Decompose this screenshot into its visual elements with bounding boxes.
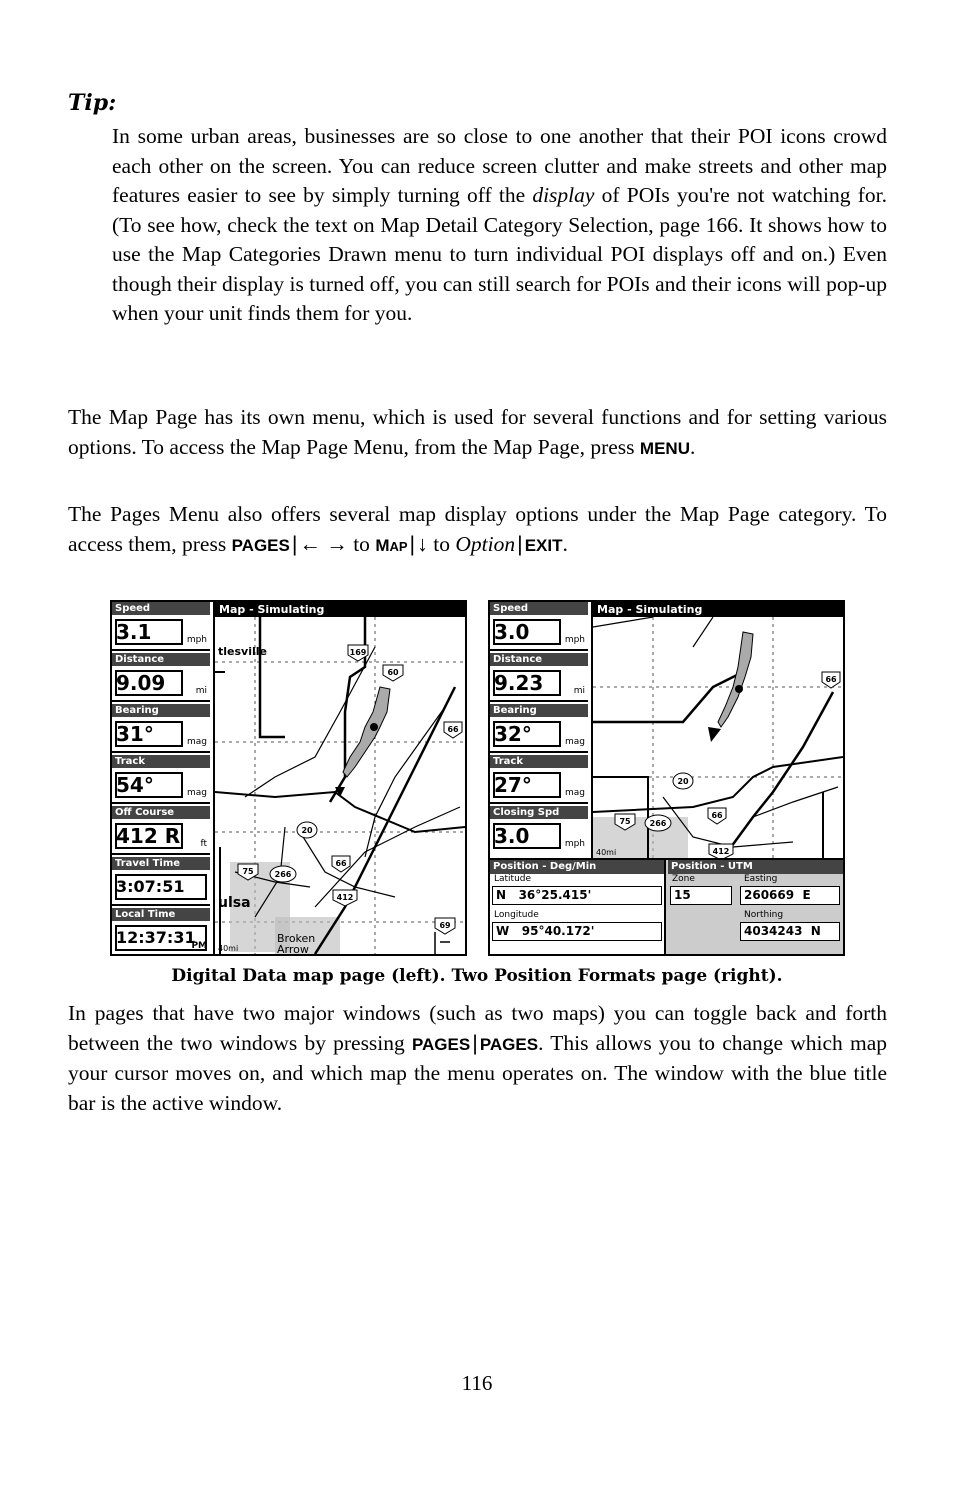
shield-75: 75: [242, 867, 254, 876]
shield-20: 20: [301, 826, 313, 835]
panel-unit: ft: [200, 839, 207, 849]
separator: |: [517, 531, 523, 556]
position-utm: [668, 860, 843, 954]
panel-unit: mph: [186, 635, 207, 645]
data-panels: [490, 602, 588, 857]
panel-label: Speed: [112, 602, 210, 615]
panel-value: 27°: [494, 773, 532, 797]
map-canvas: [593, 617, 843, 858]
tip-body: [112, 122, 887, 329]
shield-66b: 66: [335, 859, 347, 868]
panel-value: 3:07:51: [116, 877, 185, 896]
figure-caption: Digital Data map page (left). Two Position Formats page (right).: [171, 966, 783, 986]
panel-value: 3.1: [116, 620, 152, 644]
easting-label: Easting: [744, 874, 778, 884]
para2-text: The Pages Menu also offers several map display options under the Map Page category. To access them, press: [68, 502, 887, 556]
panel-unit: mi: [573, 686, 585, 696]
panel-local-time: [112, 908, 210, 957]
para2-to-2: to: [427, 531, 456, 556]
panel-unit: mag: [565, 737, 585, 747]
page-number: 116: [461, 1371, 493, 1395]
panel-speed: [112, 602, 210, 651]
panel-distance: [490, 653, 588, 702]
town-bartlesville: tlesville: [218, 645, 267, 658]
key-exit: EXIT: [524, 535, 563, 555]
shield-66: 66: [825, 675, 837, 684]
panel-track: [112, 755, 210, 804]
tip-text-1: In some urban areas, businesses are so close to one another that their POI icons crowd each other on the screen. You can reduce screen clutter and make streets and other map features easier to see by simply turning off the: [112, 124, 887, 207]
shield-66b: 66: [711, 811, 723, 820]
panel-track: [490, 755, 588, 804]
shield-60: 60: [387, 668, 399, 677]
town-tulsa: ulsa: [218, 895, 251, 911]
tip-text-2: of POIs you're not watching for. (To see how, check the text on Map Detail Category Selection, page 166. It shows how to use the Map Categories Drawn menu to turn individual POI displays off and on.) Even though their display is turned off, you can still search for POIs and their icons will pop-up when your unit finds them for you.: [112, 183, 887, 325]
panel-label: Off Course: [112, 806, 210, 819]
panel-value: 9.09: [116, 671, 166, 695]
panel-label: Track: [490, 755, 588, 768]
panel-label: Bearing: [112, 704, 210, 717]
screenshot-digital-data: [110, 600, 467, 956]
tip-heading: Tip:: [68, 90, 117, 116]
map-scale: 40mi: [596, 848, 617, 857]
key-pages: PAGES: [411, 1034, 471, 1054]
map-title: Map - Simulating: [593, 602, 843, 617]
key-map: [375, 536, 407, 555]
key-pages: PAGES: [479, 1034, 539, 1054]
key-menu: MENU: [639, 438, 690, 458]
shield-75: 75: [619, 817, 631, 826]
position-degmin-title: Position - Deg/Min: [490, 860, 664, 874]
town-broken: Broken: [277, 932, 316, 945]
shield-69: 69: [439, 921, 451, 930]
para2-end: .: [562, 531, 568, 556]
shield-66: 66: [447, 725, 459, 734]
zone-label: Zone: [672, 874, 695, 884]
northing-label: Northing: [744, 910, 784, 920]
panel-value: 31°: [116, 722, 154, 746]
map-canvas: [215, 617, 465, 954]
panel-label: Distance: [112, 653, 210, 666]
panel-distance: [112, 653, 210, 702]
panel-value: 54°: [116, 773, 154, 797]
separator: |: [291, 531, 298, 556]
para2-to-1: to: [347, 531, 376, 556]
panel-value: 32°: [494, 722, 532, 746]
key-map-initial: M: [375, 535, 390, 555]
panel-bearing: [490, 704, 588, 753]
panel-unit: PM: [191, 941, 207, 951]
latitude-label: Latitude: [494, 874, 532, 884]
panel-value: 3.0: [494, 824, 530, 848]
longitude-value: W 95°40.172': [492, 922, 662, 941]
position-panels: [490, 858, 843, 954]
panel-off-course: [112, 806, 210, 855]
option-emphasis: Option: [455, 531, 516, 556]
shield-412: 412: [336, 893, 354, 902]
map-window: [213, 602, 465, 954]
panel-unit: mph: [564, 839, 585, 849]
arrow-keys: ← →: [299, 531, 348, 556]
panel-label: Local Time: [112, 908, 210, 921]
paragraph-toggle-windows: [68, 999, 887, 1118]
position-degmin: [490, 860, 666, 954]
panel-travel-time: [112, 857, 210, 906]
separator: |: [409, 531, 416, 556]
map-scale: 40mi: [218, 944, 239, 953]
map-window: [591, 602, 843, 858]
panel-value: 12:37:31: [116, 928, 196, 947]
down-arrow: ↓: [417, 531, 428, 556]
panel-label: Distance: [490, 653, 588, 666]
panel-label: Track: [112, 755, 210, 768]
para3-text-2: . This allows you to change which map your cursor moves on, and which map the menu operates on. The window with the blue title bar is the active window.: [68, 1030, 887, 1115]
easting-value: 260669 E: [740, 886, 840, 905]
panel-label: Closing Spd: [490, 806, 588, 819]
para1-text: The Map Page has its own menu, which is used for several functions and for setting various options. To access the Map Page Menu, from the Map Page, press: [68, 405, 887, 459]
zone-value: 15: [670, 886, 732, 905]
panel-speed: [490, 602, 588, 651]
paragraph-pages-menu: [68, 500, 887, 561]
key-pages: PAGES: [231, 535, 290, 555]
para1-end: .: [689, 434, 696, 459]
panel-label: Travel Time: [112, 857, 210, 870]
town-arrow: Arrow: [277, 943, 309, 954]
shield-169: 169: [349, 648, 367, 657]
key-map-rest: AP: [389, 538, 408, 554]
shield-266: 266: [274, 870, 292, 879]
panel-closing-speed: [490, 806, 588, 855]
northing-value: 4034243 N: [740, 922, 840, 941]
panel-unit: mph: [564, 635, 585, 645]
panel-value: 9.23: [494, 671, 544, 695]
longitude-label: Longitude: [494, 910, 539, 920]
shield-412: 412: [712, 847, 730, 856]
shield-20: 20: [677, 777, 689, 786]
panel-bearing: [112, 704, 210, 753]
panel-unit: mag: [187, 737, 207, 747]
panel-label: Bearing: [490, 704, 588, 717]
screenshot-two-position-formats: [488, 600, 845, 956]
panel-label: Speed: [490, 602, 588, 615]
separator: |: [472, 1030, 478, 1055]
panel-unit: mag: [187, 788, 207, 798]
position-utm-title: Position - UTM: [668, 860, 843, 874]
panel-unit: mag: [565, 788, 585, 798]
paragraph-map-menu: [68, 403, 887, 463]
map-title: Map - Simulating: [215, 602, 465, 617]
data-panels: [112, 602, 210, 954]
panel-value: 3.0: [494, 620, 530, 644]
panel-value: 412 R: [116, 824, 181, 848]
tip-emphasis: display: [532, 183, 595, 207]
latitude-value: N 36°25.415': [492, 886, 662, 905]
shield-266: 266: [649, 819, 667, 828]
para3-text: In pages that have two major windows (such as two maps) you can toggle back and forth between the two windows by pressing: [68, 1001, 887, 1055]
panel-unit: mi: [195, 686, 207, 696]
